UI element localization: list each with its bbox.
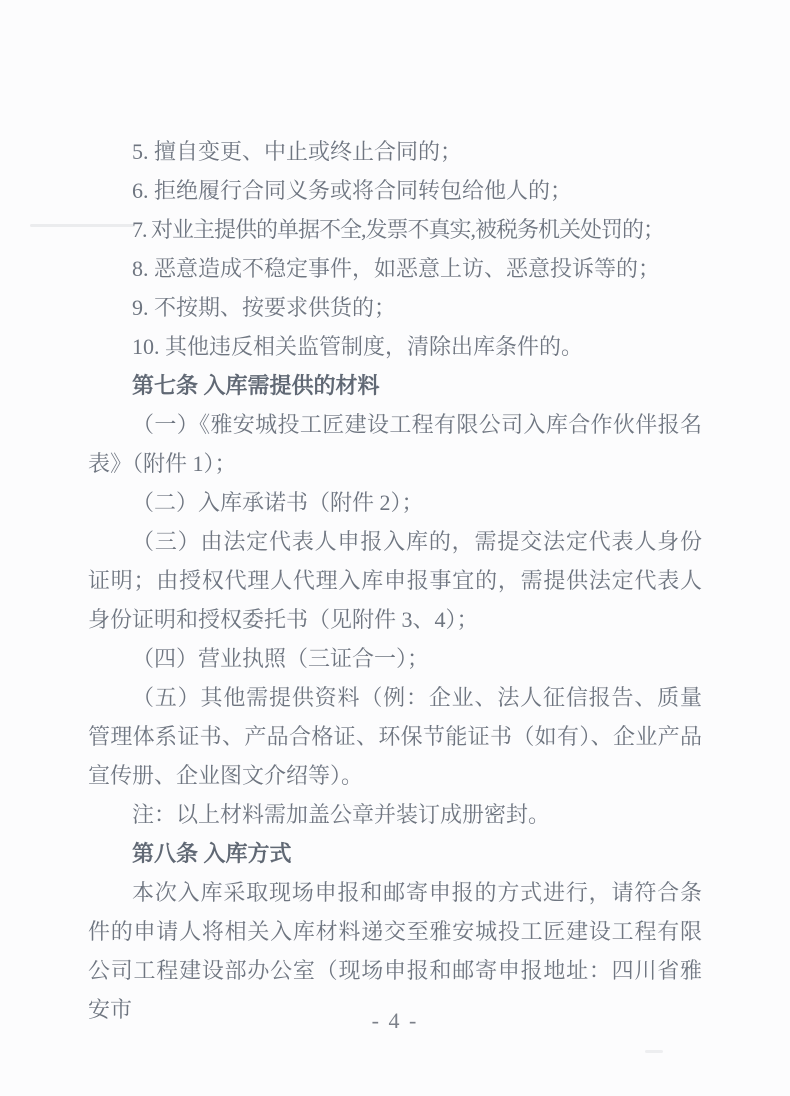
list-item-10: 10. 其他违反相关监管制度，清除出库条件的。 [132, 334, 584, 359]
list-item-9: 9. 不按期、按要求供货的； [132, 295, 397, 320]
list-item-5: 5. 擅自变更、中止或终止合同的； [132, 139, 463, 164]
material-item-5: （五）其他需提供资料（例：企业、法人征信报告、质量管理体系证书、产品合格证、环保节能证书（如有）、企业产品宣传册、企业图文介绍等）。 [88, 685, 702, 788]
article-7-heading: 第七条 入库需提供的材料 [132, 373, 380, 398]
list-item-8: 8. 恶意造成不稳定事件，如恶意上访、恶意投诉等的； [132, 256, 661, 281]
list-item-6: 6. 拒绝履行合同义务或将合同转包给他人的； [132, 178, 573, 203]
page-number: - 4 - [371, 1008, 419, 1033]
note-line: 注：以上材料需加盖公章并装订成册密封。 [132, 802, 551, 827]
article-8-paragraph: 本次入库采取现场申报和邮寄申报的方式进行，请符合条件的申请人将相关入库材料递交至雅安城投工匠建设工程有限公司工程建设部办公室（现场申报和邮寄申报地址：四川省雅安市 [88, 880, 702, 1022]
material-item-1: （一）《雅安城投工匠建设工程有限公司入库合作伙伴报名表》（附件 1）； [88, 412, 702, 476]
material-item-3: （三）由法定代表人申报入库的，需提交法定代表人身份证明；由授权代理人代理入库申报事宜的，需提供法定代表人身份证明和授权委托书（见附件 3、4）； [88, 529, 702, 632]
article-8-heading: 第八条 入库方式 [132, 841, 292, 866]
list-item-7: 7. 对业主提供的单据不全,发票不真实,被税务机关处罚的； [132, 217, 665, 242]
scan-smudge [645, 1050, 663, 1053]
text-block [88, 132, 702, 1029]
material-item-2: （二）入库承诺书（附件 2）； [132, 490, 424, 515]
material-item-4: （四）营业执照（三证合一）； [132, 646, 430, 671]
